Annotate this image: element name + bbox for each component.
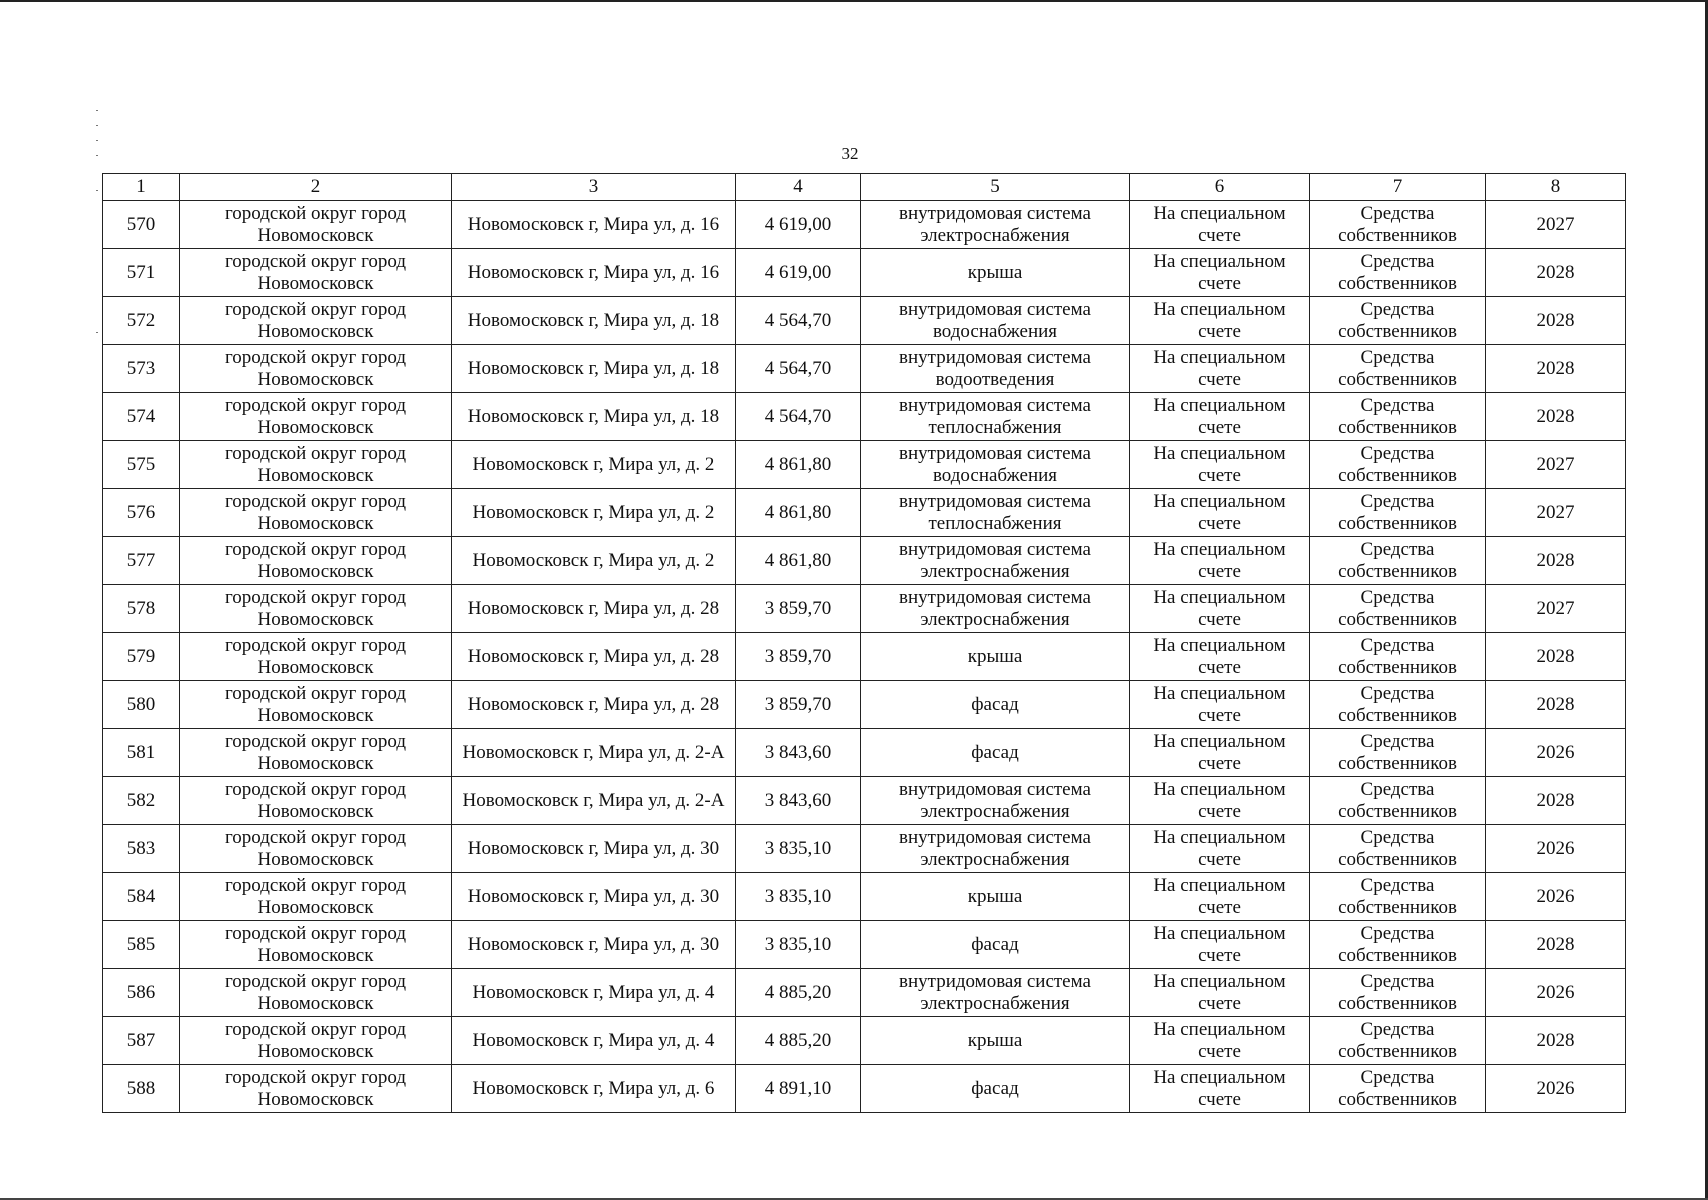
year-cell: 2026 (1486, 1065, 1626, 1113)
table-row (103, 489, 1626, 537)
year-cell: 2027 (1486, 489, 1626, 537)
funding-source-cell: Средства собственников (1310, 297, 1486, 345)
table-row (103, 681, 1626, 729)
column-header: 8 (1486, 174, 1626, 201)
row-number-cell: 583 (103, 825, 180, 873)
page-number: 32 (841, 144, 859, 163)
fund-method-cell: На специальном счете (1130, 393, 1310, 441)
year-cell: 2026 (1486, 729, 1626, 777)
column-header: 5 (861, 174, 1130, 201)
area-cell: 4 861,80 (736, 489, 861, 537)
table-row (103, 201, 1626, 249)
table-row (103, 393, 1626, 441)
scan-speck (96, 190, 98, 191)
work-type-cell: внутридомовая система электроснабжения (861, 825, 1130, 873)
funding-source-cell: Средства собственников (1310, 633, 1486, 681)
address-cell: Новомосковск г, Мира ул, д. 2 (452, 489, 736, 537)
funding-source-cell: Средства собственников (1310, 969, 1486, 1017)
funding-source-cell: Средства собственников (1310, 921, 1486, 969)
address-cell: Новомосковск г, Мира ул, д. 16 (452, 201, 736, 249)
row-number-cell: 576 (103, 489, 180, 537)
table-header-row (103, 174, 1626, 201)
row-number-cell: 578 (103, 585, 180, 633)
year-cell: 2027 (1486, 441, 1626, 489)
fund-method-cell: На специальном счете (1130, 249, 1310, 297)
row-number-cell: 572 (103, 297, 180, 345)
address-cell: Новомосковск г, Мира ул, д. 30 (452, 825, 736, 873)
fund-method-cell: На специальном счете (1130, 729, 1310, 777)
fund-method-cell: На специальном счете (1130, 777, 1310, 825)
area-cell: 4 861,80 (736, 441, 861, 489)
work-type-cell: фасад (861, 681, 1130, 729)
municipality-cell: городской округ город Новомосковск (180, 393, 452, 441)
scan-speck (96, 125, 98, 126)
work-type-cell: внутридомовая система водоснабжения (861, 297, 1130, 345)
column-header: 1 (103, 174, 180, 201)
table-row (103, 297, 1626, 345)
row-number-cell: 586 (103, 969, 180, 1017)
funding-source-cell: Средства собственников (1310, 729, 1486, 777)
work-type-cell: внутридомовая система теплоснабжения (861, 489, 1130, 537)
address-cell: Новомосковск г, Мира ул, д. 4 (452, 1017, 736, 1065)
column-header: 7 (1310, 174, 1486, 201)
address-cell: Новомосковск г, Мира ул, д. 2 (452, 441, 736, 489)
work-type-cell: фасад (861, 1065, 1130, 1113)
column-header: 3 (452, 174, 736, 201)
funding-source-cell: Средства собственников (1310, 1017, 1486, 1065)
column-header: 4 (736, 174, 861, 201)
year-cell: 2028 (1486, 249, 1626, 297)
row-number-cell: 580 (103, 681, 180, 729)
fund-method-cell: На специальном счете (1130, 921, 1310, 969)
work-type-cell: крыша (861, 249, 1130, 297)
fund-method-cell: На специальном счете (1130, 1065, 1310, 1113)
table-row (103, 921, 1626, 969)
address-cell: Новомосковск г, Мира ул, д. 16 (452, 249, 736, 297)
address-cell: Новомосковск г, Мира ул, д. 18 (452, 345, 736, 393)
area-cell: 4 564,70 (736, 393, 861, 441)
fund-method-cell: На специальном счете (1130, 873, 1310, 921)
funding-source-cell: Средства собственников (1310, 777, 1486, 825)
year-cell: 2028 (1486, 921, 1626, 969)
funding-source-cell: Средства собственников (1310, 489, 1486, 537)
year-cell: 2028 (1486, 345, 1626, 393)
area-cell: 3 843,60 (736, 777, 861, 825)
table-row (103, 1017, 1626, 1065)
work-type-cell: внутридомовая система электроснабжения (861, 201, 1130, 249)
table-row (103, 1065, 1626, 1113)
fund-method-cell: На специальном счете (1130, 345, 1310, 393)
year-cell: 2026 (1486, 873, 1626, 921)
address-cell: Новомосковск г, Мира ул, д. 28 (452, 585, 736, 633)
row-number-cell: 588 (103, 1065, 180, 1113)
municipality-cell: городской округ город Новомосковск (180, 345, 452, 393)
municipality-cell: городской округ город Новомосковск (180, 1017, 452, 1065)
work-type-cell: внутридомовая система водоотведения (861, 345, 1130, 393)
registry-table (102, 173, 1626, 1113)
table-row (103, 249, 1626, 297)
municipality-cell: городской округ город Новомосковск (180, 489, 452, 537)
fund-method-cell: На специальном счете (1130, 441, 1310, 489)
area-cell: 4 619,00 (736, 201, 861, 249)
municipality-cell: городской округ город Новомосковск (180, 537, 452, 585)
funding-source-cell: Средства собственников (1310, 393, 1486, 441)
area-cell: 3 835,10 (736, 873, 861, 921)
table-row (103, 585, 1626, 633)
row-number-cell: 584 (103, 873, 180, 921)
scan-speck (96, 332, 98, 333)
municipality-cell: городской округ город Новомосковск (180, 297, 452, 345)
address-cell: Новомосковск г, Мира ул, д. 30 (452, 921, 736, 969)
row-number-cell: 577 (103, 537, 180, 585)
area-cell: 3 859,70 (736, 585, 861, 633)
fund-method-cell: На специальном счете (1130, 537, 1310, 585)
area-cell: 4 564,70 (736, 297, 861, 345)
table-row (103, 825, 1626, 873)
fund-method-cell: На специальном счете (1130, 585, 1310, 633)
scan-speck (96, 155, 98, 156)
year-cell: 2027 (1486, 585, 1626, 633)
scan-speck (96, 140, 98, 141)
funding-source-cell: Средства собственников (1310, 249, 1486, 297)
table-row (103, 537, 1626, 585)
area-cell: 4 861,80 (736, 537, 861, 585)
area-cell: 3 835,10 (736, 921, 861, 969)
funding-source-cell: Средства собственников (1310, 1065, 1486, 1113)
work-type-cell: внутридомовая система электроснабжения (861, 969, 1130, 1017)
area-cell: 4 619,00 (736, 249, 861, 297)
municipality-cell: городской округ город Новомосковск (180, 825, 452, 873)
funding-source-cell: Средства собственников (1310, 201, 1486, 249)
funding-source-cell: Средства собственников (1310, 825, 1486, 873)
address-cell: Новомосковск г, Мира ул, д. 2-А (452, 777, 736, 825)
table-row (103, 441, 1626, 489)
municipality-cell: городской округ город Новомосковск (180, 729, 452, 777)
row-number-cell: 571 (103, 249, 180, 297)
fund-method-cell: На специальном счете (1130, 681, 1310, 729)
row-number-cell: 585 (103, 921, 180, 969)
table-row (103, 873, 1626, 921)
address-cell: Новомосковск г, Мира ул, д. 2-А (452, 729, 736, 777)
work-type-cell: крыша (861, 873, 1130, 921)
work-type-cell: внутридомовая система электроснабжения (861, 585, 1130, 633)
year-cell: 2028 (1486, 1017, 1626, 1065)
area-cell: 3 859,70 (736, 633, 861, 681)
address-cell: Новомосковск г, Мира ул, д. 18 (452, 297, 736, 345)
funding-source-cell: Средства собственников (1310, 585, 1486, 633)
municipality-cell: городской округ город Новомосковск (180, 1065, 452, 1113)
year-cell: 2028 (1486, 681, 1626, 729)
municipality-cell: городской округ город Новомосковск (180, 873, 452, 921)
row-number-cell: 573 (103, 345, 180, 393)
municipality-cell: городской округ город Новомосковск (180, 585, 452, 633)
row-number-cell: 581 (103, 729, 180, 777)
column-header: 6 (1130, 174, 1310, 201)
fund-method-cell: На специальном счете (1130, 201, 1310, 249)
work-type-cell: внутридомовая система электроснабжения (861, 537, 1130, 585)
address-cell: Новомосковск г, Мира ул, д. 18 (452, 393, 736, 441)
fund-method-cell: На специальном счете (1130, 489, 1310, 537)
funding-source-cell: Средства собственников (1310, 441, 1486, 489)
municipality-cell: городской округ город Новомосковск (180, 201, 452, 249)
work-type-cell: внутридомовая система водоснабжения (861, 441, 1130, 489)
column-header: 2 (180, 174, 452, 201)
year-cell: 2027 (1486, 201, 1626, 249)
area-cell: 4 885,20 (736, 1017, 861, 1065)
funding-source-cell: Средства собственников (1310, 345, 1486, 393)
address-cell: Новомосковск г, Мира ул, д. 28 (452, 681, 736, 729)
row-number-cell: 575 (103, 441, 180, 489)
area-cell: 4 885,20 (736, 969, 861, 1017)
address-cell: Новомосковск г, Мира ул, д. 28 (452, 633, 736, 681)
year-cell: 2026 (1486, 825, 1626, 873)
municipality-cell: городской округ город Новомосковск (180, 249, 452, 297)
fund-method-cell: На специальном счете (1130, 297, 1310, 345)
table-row (103, 969, 1626, 1017)
fund-method-cell: На специальном счете (1130, 825, 1310, 873)
municipality-cell: городской округ город Новомосковск (180, 633, 452, 681)
work-type-cell: фасад (861, 921, 1130, 969)
table-row (103, 633, 1626, 681)
area-cell: 3 843,60 (736, 729, 861, 777)
scan-speck (96, 110, 98, 111)
municipality-cell: городской округ город Новомосковск (180, 921, 452, 969)
funding-source-cell: Средства собственников (1310, 537, 1486, 585)
year-cell: 2028 (1486, 297, 1626, 345)
fund-method-cell: На специальном счете (1130, 1017, 1310, 1065)
table-row (103, 777, 1626, 825)
municipality-cell: городской округ город Новомосковск (180, 777, 452, 825)
address-cell: Новомосковск г, Мира ул, д. 6 (452, 1065, 736, 1113)
work-type-cell: крыша (861, 633, 1130, 681)
address-cell: Новомосковск г, Мира ул, д. 4 (452, 969, 736, 1017)
table-row (103, 729, 1626, 777)
funding-source-cell: Средства собственников (1310, 681, 1486, 729)
work-type-cell: внутридомовая система теплоснабжения (861, 393, 1130, 441)
table-body (103, 201, 1626, 1113)
row-number-cell: 587 (103, 1017, 180, 1065)
table-row (103, 345, 1626, 393)
address-cell: Новомосковск г, Мира ул, д. 2 (452, 537, 736, 585)
municipality-cell: городской округ город Новомосковск (180, 969, 452, 1017)
row-number-cell: 582 (103, 777, 180, 825)
row-number-cell: 570 (103, 201, 180, 249)
area-cell: 4 891,10 (736, 1065, 861, 1113)
year-cell: 2026 (1486, 969, 1626, 1017)
funding-source-cell: Средства собственников (1310, 873, 1486, 921)
work-type-cell: крыша (861, 1017, 1130, 1065)
area-cell: 3 835,10 (736, 825, 861, 873)
area-cell: 4 564,70 (736, 345, 861, 393)
row-number-cell: 574 (103, 393, 180, 441)
fund-method-cell: На специальном счете (1130, 969, 1310, 1017)
year-cell: 2028 (1486, 393, 1626, 441)
scan-border-top (0, 0, 1708, 2)
address-cell: Новомосковск г, Мира ул, д. 30 (452, 873, 736, 921)
year-cell: 2028 (1486, 777, 1626, 825)
year-cell: 2028 (1486, 633, 1626, 681)
year-cell: 2028 (1486, 537, 1626, 585)
area-cell: 3 859,70 (736, 681, 861, 729)
work-type-cell: фасад (861, 729, 1130, 777)
municipality-cell: городской округ город Новомосковск (180, 441, 452, 489)
row-number-cell: 579 (103, 633, 180, 681)
fund-method-cell: На специальном счете (1130, 633, 1310, 681)
work-type-cell: внутридомовая система электроснабжения (861, 777, 1130, 825)
municipality-cell: городской округ город Новомосковск (180, 681, 452, 729)
